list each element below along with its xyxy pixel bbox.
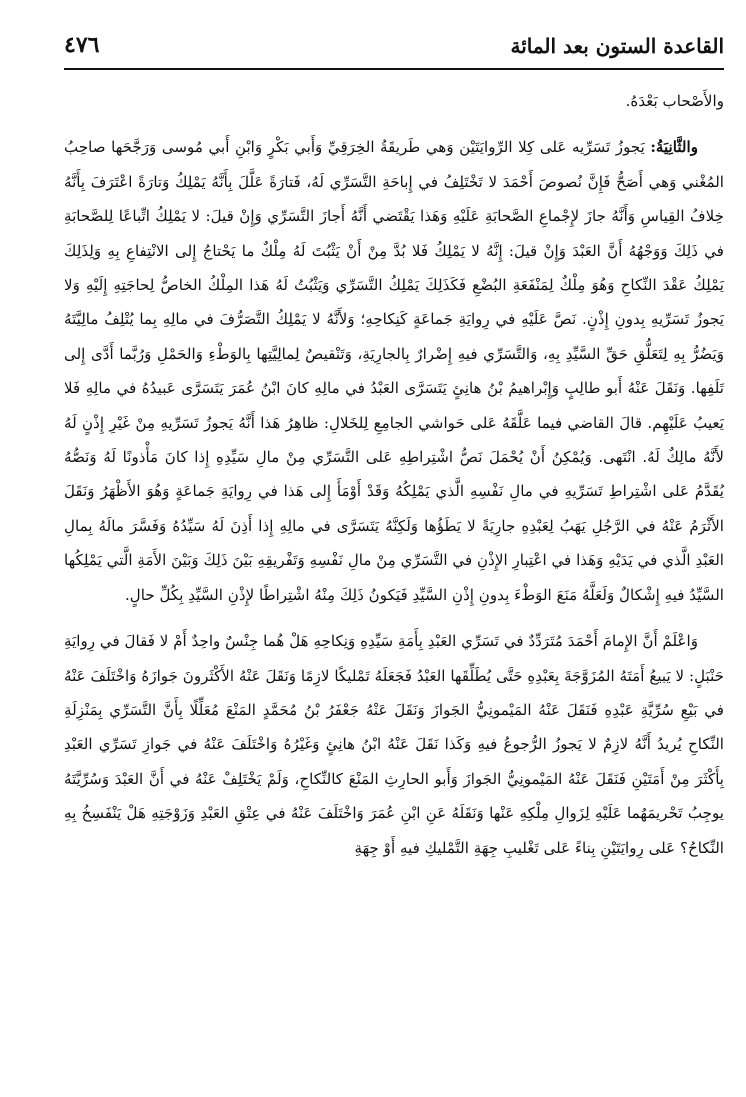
running-header — [64, 30, 724, 70]
paragraph-continuation — [64, 84, 724, 118]
paragraph-text: وَاعْلَمْ أَنَّ الإِمامَ أَحْمَدَ مُتَرَدِّدٌ في تَسَرِّي العَبْدِ بِأَمَةِ سَيِّدِهِ وَنِكاحِهِ هَلْ هُما جِنْسٌ واحِدٌ أَمْ لا فَقالَ في رِوايَةِ حَنْبَلٍ: لا يَبيعُ أَمَتَهُ المُزَوَّجَةَ بِعَبْدِهِ حَتَّى يُطَلِّقَها العَبْدُ فَجَعَلَهُ تَمْليكًا لازِمًا وَنَقَلَ عَنْهُ الأَكْثَرونَ جَوازَهُ وَاخْتَلَفَ عَنْهُ في بَيْعِ سُرِّيَّةِ عَبْدِهِ فَنَقَلَ عَنْهُ المَيْمونِيُّ الجَوازَ وَنَقَلَ عَنْهُ جَعْفَرُ بْنُ مُحَمَّدٍ المَنْعَ مُعَلِّلًا بِأَنَّ التَّسَرِّي بِمَنْزِلَةِ النِّكاحِ يُريدُ أَنَّهُ لازِمٌ لا يَجوزُ الرُّجوعُ فيهِ وَكَذا نَقَلَ عَنْهُ ابْنُ هانِئٍ وَغَيْرُهُ وَاخْتَلَفَ عَنْهُ في جَوازِ تَسَرِّي العَبْدِ بِأَكْثَرَ مِنْ أَمَتَيْنِ فَنَقَلَ عَنْهُ المَيْمونِيُّ الجَوازَ وَأَبو الحارِثِ المَنْعَ كالنِّكاحِ، وَلَمْ يَخْتَلِفْ عَنْهُ في أَنَّ العَبْدَ وَسُرِّيَّتَهُ يوجِبُ تَحْريمَهُما عَلَيْهِ لِزَوالِ مِلْكِهِ عَنْها وَنَقَلَهُ عَنِ ابْنِ عُمَرَ وَاخْتَلَفَ عَنْهُ في عِتْقِ العَبْدِ وَزَوْجَتِهِ هَلْ يَنْفَسِخُ بِهِ النِّكاحُ؟ عَلى رِوايَتَيْنِ بِناءً عَلى تَغْليبِ جِهَةِ التَّمْليكِ فيهِ أَوْ جِهَةِ — [64, 632, 724, 857]
paragraph-imam-ahmad — [64, 624, 724, 865]
body-text — [64, 84, 724, 865]
paragraph-text: يَجوزُ تَسَرِّيه عَلى كِلا الرِّوايَتَيْن وَهي طَريقَةُ الخِرَقِيِّ وَأَبي بَكْرٍ وَابْنِ أَبي مُوسى وَرَجَّحَها صاحِبُ المُغْني وَهي أَصَحُّ فَإِنَّ نُصوصَ أَحْمَدَ لا تَخْتَلِفُ في إِباحَةِ التَّسَرِّي لَهُ، فَتارَةً عَلَّلَ بِأَنَّهُ يَمْلِكُ وَتارَةً اعْتَرَفَ بِأَنَّهُ خِلافُ القِياسِ وَأَنَّهُ جازَ لإِجْماعِ الصَّحابَةِ عَلَيْهِ وَهَذا يَقْتَضي أَنَّهُ أَجازَ التَّسَرِّي وَإِنْ قيلَ: لا يَمْلِكُ اتِّباعًا لِلصَّحابَةِ في ذَلِكَ وَوَجْهُهُ أَنَّ العَبْدَ وَإِنْ قيلَ: إِنَّهُ لا يَمْلِكُ فَلا بُدَّ مِنْ أَنْ يَثْبُتَ لَهُ مِلْكٌ ما يَحْتاجُ إِلى الانْتِفاعِ بِهِ وَلِذَلِكَ يَمْلِكُ عَقْدَ النِّكاحِ وَهُوَ مِلْكٌ لِمَنْفَعَةِ البُضْعِ فَكَذَلِكَ يَمْلِكُ التَّسَرِّي وَيَثْبُتُ لَهُ هَذا المِلْكُ الخاصُّ لِحاجَتِهِ إِلَيْهِ وَلا يَجوزُ تَسَرِّيهِ بِدونِ إِذْنٍ. نَصَّ عَلَيْهِ في رِوايَةِ جَماعَةٍ كَنِكاحِهِ؛ وَلأَنَّهُ لا يَمْلِكُ التَّصَرُّفَ في مالِهِ بِما يُتْلِفُ مالِيَّتَهُ وَيَضُرُّ بِهِ لِتَعَلُّقِ حَقِّ السَّيِّدِ بِهِ، وَالتَّسَرِّي فيهِ إِضْرارٌ بِالجارِيَةِ، وَتَنْقيصٌ لِمالِيَّتِها بِالوَطْءِ وَالحَمْلِ وَرُبَّما أَدَّى إِلى تَلَفِها. وَنَقَلَ عَنْهُ أَبو طالِبٍ وَإِبْراهيمُ بْنُ هانِئٍ يَتَسَرَّى العَبْدُ في مالِهِ كانَ ابْنُ عُمَرَ يَتَسَرَّى عَبيدُهُ في مالِهِ فَلا يَعيبُ عَلَيْهِم. قالَ القاضي فيما عَلَّقَهُ عَلى حَواشي الجامِعِ لِلخَلالِ: ظاهِرُ هَذا أَنَّهُ يَجوزُ تَسَرِّيهِ مِنْ غَيْرِ إِذْنٍ لَهُ لأَنَّهُ مالِكٌ لَهُ. انْتَهى. وَيُمْكِنُ أَنْ يُحْمَلَ نَصُّ اشْتِراطِهِ عَلى التَّسَرِّي مِنْ مالِ سَيِّدِهِ إِذا كانَ مَأْذونًا لَهُ وَنَصُّهُ يُقَدَّمُ عَلى اشْتِراطِ تَسَرِّيهِ في مالِ نَفْسِهِ الَّذي يَمْلِكُهُ وَقَدْ أَوْمَأَ إِلى هَذا في رِوايَةِ جَماعَةٍ وَهُوَ الأَظْهَرُ وَنَقَلَ الأَثْرَمُ عَنْهُ في الرَّجُلِ يَهَبُ لِعَبْدِهِ جارِيَةً لا يَطَؤُها وَلَكِنَّهُ يَتَسَرَّى في مالِهِ إِذا أَذِنَ لَهُ سَيِّدُهُ وَفَسَّرَ مالَهُ بِمالِ العَبْدِ الَّذي في يَدَيْهِ وَهَذا في اعْتِبارِ الإِذْنِ في التَّسَرِّي مِنْ مالِ نَفْسِهِ وَتَفْريقِهِ بَيْنَ ذَلِكَ وَبَيْنَ الأَمَةِ الَّتي يَمْلِكُها السَّيِّدُ فيهِ إِشْكالٌ وَلَعَلَّهُ مَنَعَ الوَطْءَ بِدونِ إِذْنِ السَّيِّدِ فَيَكونُ ذَلِكَ مِنْهُ اشْتِراطًا لإِذْنِ السَّيِّدِ بِكُلِّ حالٍ. — [64, 138, 724, 604]
chapter-title: القاعدة الستون بعد المائة — [510, 34, 724, 58]
paragraph-text: والأَصْحاب بَعْدَهُ. — [625, 92, 724, 110]
paragraph-label: والثَّانِيَةُ: — [650, 138, 698, 157]
page-number: ٤٧٦ — [64, 32, 100, 58]
paragraph-second-opinion — [64, 130, 724, 612]
book-page — [64, 30, 724, 1080]
